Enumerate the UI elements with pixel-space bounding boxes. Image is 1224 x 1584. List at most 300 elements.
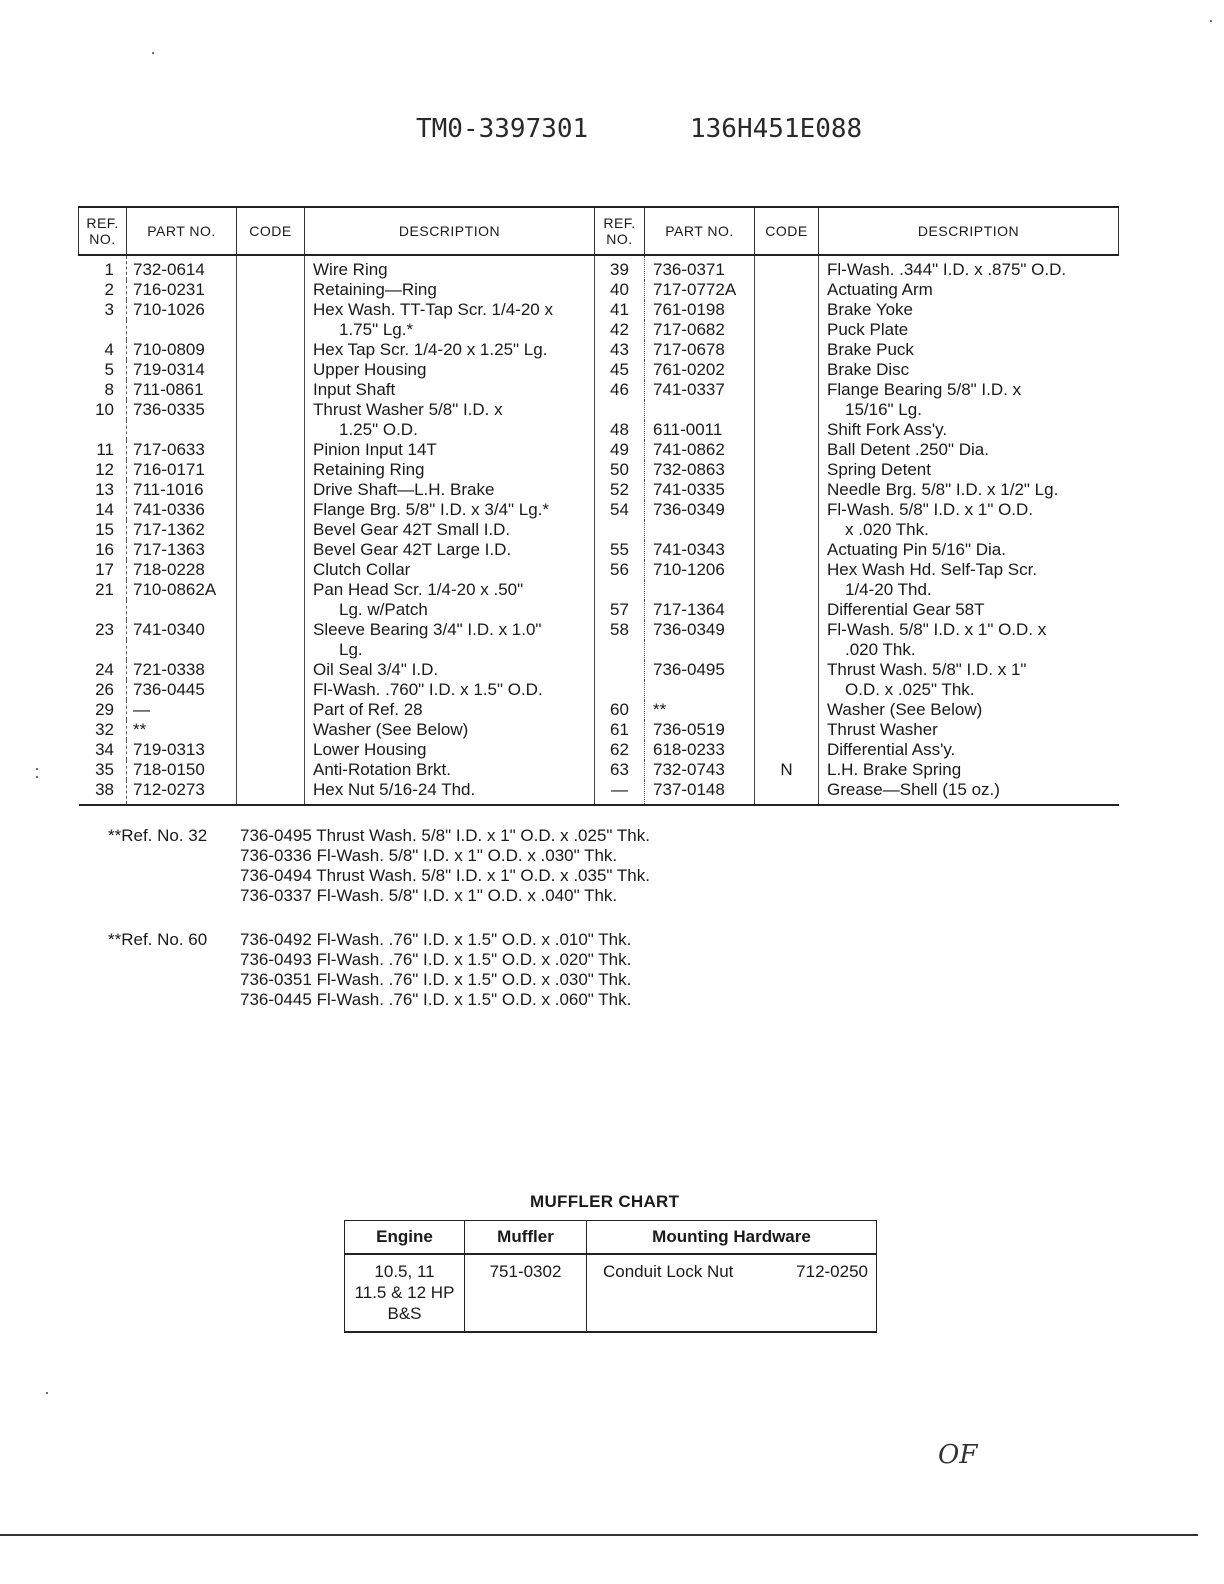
description-text: 1/4-20 Thd. xyxy=(845,580,932,599)
scan-speck xyxy=(46,1392,48,1394)
reference-note-line: 736-0336 Fl-Wash. 5/8" I.D. x 1" O.D. x .030" Thk. xyxy=(240,846,618,865)
right-description-cell xyxy=(819,340,1119,360)
description-text: Needle Brg. 5/8" I.D. x 1/2" Lg. xyxy=(827,480,1059,499)
right-ref-no-cell: 60 xyxy=(595,700,645,720)
header-ref-no-right: REF. NO. xyxy=(595,207,645,255)
right-description-cell xyxy=(819,760,1119,780)
left-ref-no-cell: 35 xyxy=(95,760,114,779)
description-text: x .020 Thk. xyxy=(845,520,929,539)
left-code-cell xyxy=(237,680,305,700)
left-part-no-cell: 711-0861 xyxy=(127,380,237,400)
right-code-cell xyxy=(755,280,819,300)
left-description-cell xyxy=(305,440,595,460)
header-ref-no: REF. NO. xyxy=(79,207,127,255)
scan-speck xyxy=(1210,20,1212,22)
left-ref-no-cell: 4 xyxy=(104,340,114,359)
right-part-no-cell: 717-1364 xyxy=(645,600,755,620)
right-code-cell xyxy=(755,320,819,340)
table-row xyxy=(79,320,1119,340)
description-text: Brake Puck xyxy=(827,340,914,359)
reference-note-line: 736-0351 Fl-Wash. .76" I.D. x 1.5" O.D. x .030" Thk. xyxy=(240,970,632,989)
description-text: Washer (See Below) xyxy=(313,720,469,739)
right-description-cell xyxy=(819,640,1119,660)
right-code-cell xyxy=(755,420,819,440)
right-description-cell xyxy=(819,660,1119,680)
right-description-cell xyxy=(819,420,1119,440)
header-code: CODE xyxy=(237,207,305,255)
left-part-no-cell: 717-1362 xyxy=(127,520,237,540)
description-text: Flange Bearing 5/8" I.D. x xyxy=(827,380,1022,399)
left-ref-no-cell: 16 xyxy=(95,540,114,559)
left-part-no-cell: — xyxy=(127,700,237,720)
description-text: Brake Yoke xyxy=(827,300,914,319)
table-row xyxy=(79,380,1119,400)
right-ref-no-cell: 40 xyxy=(595,280,645,300)
right-description-cell xyxy=(819,460,1119,480)
left-part-no-cell xyxy=(127,320,237,340)
right-part-no-cell: 737-0148 xyxy=(645,780,755,805)
right-ref-no-cell: 45 xyxy=(595,360,645,380)
right-description-cell xyxy=(819,740,1119,760)
left-ref-no-cell xyxy=(79,640,127,660)
left-description-cell xyxy=(305,620,595,640)
left-code-cell xyxy=(237,360,305,380)
right-ref-no-cell: 58 xyxy=(595,620,645,640)
right-part-no-cell: 761-0202 xyxy=(645,360,755,380)
left-ref-no-cell: 10 xyxy=(95,400,114,419)
table-row xyxy=(79,740,1119,760)
serial-code: 136H451E088 xyxy=(690,114,863,144)
left-description-cell xyxy=(305,300,595,320)
left-description-cell xyxy=(305,255,595,280)
table-row xyxy=(79,780,1119,805)
right-part-no-cell: 710-1206 xyxy=(645,560,755,580)
description-text: .020 Thk. xyxy=(845,640,916,659)
right-code-cell xyxy=(755,620,819,640)
right-ref-no-cell xyxy=(595,580,645,600)
left-ref-no-cell: 38 xyxy=(79,780,127,805)
left-part-no-cell: 736-0335 xyxy=(127,400,237,420)
left-code-cell xyxy=(237,500,305,520)
description-text: Hex Nut 5/16-24 Thd. xyxy=(313,780,476,799)
left-part-no-cell: 710-0809 xyxy=(127,340,237,360)
left-description-cell xyxy=(305,460,595,480)
description-text: Spring Detent xyxy=(827,460,931,479)
left-code-cell xyxy=(237,580,305,600)
left-part-no-cell: 716-0231 xyxy=(127,280,237,300)
left-description-cell xyxy=(305,640,595,660)
right-description-cell xyxy=(819,680,1119,700)
header-description: DESCRIPTION xyxy=(305,207,595,255)
right-ref-no-cell: — xyxy=(595,780,645,805)
description-text: Part of Ref. 28 xyxy=(313,700,423,719)
table-row xyxy=(79,400,1119,420)
right-part-no-cell: 717-0772A xyxy=(645,280,755,300)
description-text: Input Shaft xyxy=(313,380,396,399)
right-part-no-cell: ** xyxy=(645,700,755,720)
description-text: Brake Disc xyxy=(827,360,910,379)
right-description-cell xyxy=(819,500,1119,520)
parts-table-body xyxy=(79,255,1119,805)
header-part-no: PART NO. xyxy=(127,207,237,255)
table-row xyxy=(79,560,1119,580)
right-description-cell xyxy=(819,280,1119,300)
left-description-cell xyxy=(305,280,595,300)
left-description-cell xyxy=(305,600,595,620)
right-part-no-cell: 736-0519 xyxy=(645,720,755,740)
left-code-cell xyxy=(237,300,305,320)
left-code-cell xyxy=(237,740,305,760)
right-code-cell: N xyxy=(755,760,819,780)
muffler-header-engine: Engine xyxy=(345,1221,465,1255)
right-part-no-cell: 741-0862 xyxy=(645,440,755,460)
table-row xyxy=(79,620,1119,640)
muffler-engine-cell xyxy=(345,1254,465,1332)
right-part-no-cell xyxy=(645,520,755,540)
parts-table-header xyxy=(79,207,1119,255)
bottom-rule xyxy=(0,1534,1198,1536)
right-code-cell xyxy=(755,580,819,600)
right-code-cell xyxy=(755,520,819,540)
left-ref-no-cell: 12 xyxy=(95,460,114,479)
left-description-cell xyxy=(305,560,595,580)
left-description-cell xyxy=(305,780,595,805)
right-description-cell xyxy=(819,620,1119,640)
description-text: Thrust Washer xyxy=(827,720,938,739)
description-text: Lg. w/Patch xyxy=(339,600,428,619)
left-ref-no-cell xyxy=(79,320,127,340)
table-row xyxy=(79,700,1119,720)
muffler-chart-row xyxy=(345,1254,877,1332)
left-part-no-cell: 717-0633 xyxy=(127,440,237,460)
description-text: Clutch Collar xyxy=(313,560,411,579)
description-text: O.D. x .025" Thk. xyxy=(845,680,975,699)
engine-line: 10.5, 11 xyxy=(374,1262,435,1281)
left-ref-no-cell: 21 xyxy=(95,580,114,599)
reference-note-line: 736-0337 Fl-Wash. 5/8" I.D. x 1" O.D. x .040" Thk. xyxy=(240,886,618,905)
header-part-no-right: PART NO. xyxy=(645,207,755,255)
left-part-no-cell: 741-0340 xyxy=(127,620,237,640)
right-ref-no-cell: 61 xyxy=(595,720,645,740)
right-code-cell xyxy=(755,700,819,720)
right-ref-no-cell: 52 xyxy=(595,480,645,500)
right-description-cell xyxy=(819,560,1119,580)
table-row xyxy=(79,600,1119,620)
left-ref-no-cell xyxy=(79,600,127,620)
right-ref-no-cell: 42 xyxy=(595,320,645,340)
right-ref-no-cell: 41 xyxy=(595,300,645,320)
left-description-cell xyxy=(305,340,595,360)
right-ref-no-cell xyxy=(595,400,645,420)
left-part-no-cell: 712-0273 xyxy=(127,780,237,805)
reference-note-block xyxy=(108,930,631,1010)
right-code-cell xyxy=(755,400,819,420)
left-part-no-cell: ** xyxy=(127,720,237,740)
right-ref-no-cell: 57 xyxy=(595,600,645,620)
left-description-cell xyxy=(305,400,595,420)
right-ref-no-cell xyxy=(595,520,645,540)
right-description-cell xyxy=(819,300,1119,320)
right-description-cell xyxy=(819,700,1119,720)
right-part-no-cell: 717-0678 xyxy=(645,340,755,360)
table-row xyxy=(79,340,1119,360)
left-ref-no-cell: 32 xyxy=(95,720,114,739)
left-part-no-cell: 736-0445 xyxy=(127,680,237,700)
left-code-cell xyxy=(237,760,305,780)
right-part-no-cell: 732-0743 xyxy=(645,760,755,780)
right-description-cell xyxy=(819,480,1119,500)
right-code-cell xyxy=(755,360,819,380)
left-ref-no-cell: 17 xyxy=(95,560,114,579)
handwritten-mark: OF xyxy=(938,1440,978,1470)
left-description-cell xyxy=(305,320,595,340)
table-row xyxy=(79,300,1119,320)
table-row xyxy=(79,480,1119,500)
left-code-cell xyxy=(237,780,305,805)
reference-note-text: 736-0492 Fl-Wash. .76" I.D. x 1.5" O.D. x .010" Thk. xyxy=(240,930,632,949)
right-code-cell xyxy=(755,255,819,280)
right-code-cell xyxy=(755,460,819,480)
left-code-cell xyxy=(237,380,305,400)
left-ref-no-cell: 15 xyxy=(95,520,114,539)
left-description-cell xyxy=(305,380,595,400)
left-code-cell xyxy=(237,280,305,300)
description-text: Differential Gear 58T xyxy=(827,600,985,619)
left-part-no-cell: 732-0614 xyxy=(127,255,237,280)
left-description-cell xyxy=(305,480,595,500)
description-text: Fl-Wash. 5/8" I.D. x 1" O.D. xyxy=(827,500,1034,519)
right-code-cell xyxy=(755,660,819,680)
description-text: Flange Brg. 5/8" I.D. x 3/4" Lg.* xyxy=(313,500,550,519)
right-part-no-cell: 732-0863 xyxy=(645,460,755,480)
description-text: Hex Tap Scr. 1/4-20 x 1.25" Lg. xyxy=(313,340,548,359)
reference-note-line xyxy=(108,930,631,950)
right-description-cell xyxy=(819,360,1119,380)
description-text: Thrust Wash. 5/8" I.D. x 1" xyxy=(827,660,1027,679)
left-description-cell xyxy=(305,500,595,520)
description-text: Sleeve Bearing 3/4" I.D. x 1.0" xyxy=(313,620,542,639)
left-ref-no-cell xyxy=(79,420,127,440)
description-text: Pan Head Scr. 1/4-20 x .50" xyxy=(313,580,524,599)
right-part-no-cell: 741-0337 xyxy=(645,380,755,400)
left-code-cell xyxy=(237,460,305,480)
right-ref-no-cell xyxy=(595,680,645,700)
muffler-chart-table xyxy=(344,1220,877,1333)
left-description-cell xyxy=(305,540,595,560)
muffler-part-cell: 751-0302 xyxy=(465,1254,587,1332)
right-ref-no-cell: 43 xyxy=(595,340,645,360)
description-text: 15/16" Lg. xyxy=(845,400,922,419)
right-code-cell xyxy=(755,500,819,520)
left-part-no-cell: 718-0150 xyxy=(127,760,237,780)
left-ref-no-cell: 5 xyxy=(104,360,114,379)
left-description-cell xyxy=(305,520,595,540)
left-description-cell xyxy=(305,580,595,600)
right-ref-no-cell: 49 xyxy=(595,440,645,460)
engine-line: B&S xyxy=(387,1304,422,1323)
description-text: Bevel Gear 42T Small I.D. xyxy=(313,520,511,539)
right-part-no-cell: 618-0233 xyxy=(645,740,755,760)
left-ref-no-cell: 29 xyxy=(95,700,114,719)
left-code-cell xyxy=(237,480,305,500)
right-code-cell xyxy=(755,680,819,700)
right-ref-no-cell: 55 xyxy=(595,540,645,560)
muffler-chart-title: MUFFLER CHART xyxy=(530,1192,680,1211)
right-description-cell xyxy=(819,380,1119,400)
description-text: Fl-Wash. .344" I.D. x .875" O.D. xyxy=(827,260,1067,279)
left-part-no-cell: 717-1363 xyxy=(127,540,237,560)
description-text: Fl-Wash. .760" I.D. x 1.5" O.D. xyxy=(313,680,543,699)
description-text: Lg. xyxy=(339,640,363,659)
scan-speck xyxy=(152,52,154,54)
description-text: Anti-Rotation Brkt. xyxy=(313,760,451,779)
left-part-no-cell: 710-1026 xyxy=(127,300,237,320)
left-part-no-cell: 721-0338 xyxy=(127,660,237,680)
left-code-cell xyxy=(237,560,305,580)
right-description-cell xyxy=(819,600,1119,620)
left-code-cell xyxy=(237,320,305,340)
left-description-cell xyxy=(305,420,595,440)
left-ref-no-cell: 3 xyxy=(104,300,114,319)
reference-note-label: **Ref. No. 32 xyxy=(108,826,208,845)
right-ref-no-cell: 39 xyxy=(595,255,645,280)
left-code-cell xyxy=(237,340,305,360)
left-description-cell xyxy=(305,700,595,720)
description-text: 1.75" Lg.* xyxy=(339,320,414,339)
description-text: Puck Plate xyxy=(827,320,909,339)
reference-note-text: 736-0495 Thrust Wash. 5/8" I.D. x 1" O.D. x .025" Thk. xyxy=(240,826,650,845)
description-text: Ball Detent .250" Dia. xyxy=(827,440,989,459)
table-row xyxy=(79,660,1119,680)
header-description-right: DESCRIPTION xyxy=(819,207,1119,255)
right-description-cell xyxy=(819,720,1119,740)
table-row xyxy=(79,440,1119,460)
left-code-cell xyxy=(237,620,305,640)
left-ref-no-cell: 24 xyxy=(95,660,114,679)
right-ref-no-cell: 56 xyxy=(595,560,645,580)
reference-note-line: 736-0493 Fl-Wash. .76" I.D. x 1.5" O.D. x .020" Thk. xyxy=(240,950,632,969)
left-ref-no-cell: 13 xyxy=(95,480,114,499)
left-part-no-cell: 719-0313 xyxy=(127,740,237,760)
table-row xyxy=(79,360,1119,380)
left-ref-no-cell: 2 xyxy=(104,280,114,299)
left-part-no-cell: 718-0228 xyxy=(127,560,237,580)
left-description-cell xyxy=(305,720,595,740)
reference-note-block xyxy=(108,826,650,906)
left-description-cell xyxy=(305,680,595,700)
description-text: Retaining—Ring xyxy=(313,280,437,299)
hardware-name: Conduit Lock Nut xyxy=(603,1262,734,1281)
table-row xyxy=(79,255,1119,280)
right-code-cell xyxy=(755,440,819,460)
right-code-cell xyxy=(755,640,819,660)
right-part-no-cell: 761-0198 xyxy=(645,300,755,320)
left-code-cell xyxy=(237,255,305,280)
model-code: TM0-3397301 xyxy=(416,114,589,144)
right-code-cell xyxy=(755,340,819,360)
description-text: Bevel Gear 42T Large I.D. xyxy=(313,540,512,559)
description-text: Thrust Washer 5/8" I.D. x xyxy=(313,400,503,419)
left-part-no-cell xyxy=(127,420,237,440)
reference-note-label: **Ref. No. 60 xyxy=(108,930,208,949)
description-text: Actuating Pin 5/16" Dia. xyxy=(827,540,1006,559)
reference-note-line xyxy=(108,826,650,846)
right-description-cell xyxy=(819,540,1119,560)
left-ref-no-cell: 34 xyxy=(95,740,114,759)
description-text: Upper Housing xyxy=(313,360,427,379)
table-row xyxy=(79,280,1119,300)
muffler-header-mounting-hardware: Mounting Hardware xyxy=(587,1221,877,1255)
scan-speck xyxy=(36,776,38,778)
left-description-cell xyxy=(305,740,595,760)
left-part-no-cell: 710-0862A xyxy=(127,580,237,600)
right-code-cell xyxy=(755,720,819,740)
left-part-no-cell: 711-1016 xyxy=(127,480,237,500)
right-part-no-cell: 741-0343 xyxy=(645,540,755,560)
right-ref-no-cell: 63 xyxy=(595,760,645,780)
right-part-no-cell: 736-0371 xyxy=(645,255,755,280)
right-description-cell xyxy=(819,255,1119,280)
right-ref-no-cell xyxy=(595,640,645,660)
description-text: Retaining Ring xyxy=(313,460,425,479)
description-text: Differential Ass'y. xyxy=(827,740,956,759)
description-text: Wire Ring xyxy=(313,260,388,279)
left-code-cell xyxy=(237,720,305,740)
table-row xyxy=(79,540,1119,560)
right-part-no-cell: 741-0335 xyxy=(645,480,755,500)
header-code-right: CODE xyxy=(755,207,819,255)
left-description-cell xyxy=(305,360,595,380)
right-code-cell xyxy=(755,480,819,500)
right-ref-no-cell: 54 xyxy=(595,500,645,520)
table-row xyxy=(79,720,1119,740)
right-ref-no-cell: 62 xyxy=(595,740,645,760)
description-text: Drive Shaft—L.H. Brake xyxy=(313,480,495,499)
right-description-cell xyxy=(819,780,1119,805)
left-code-cell xyxy=(237,700,305,720)
right-part-no-cell xyxy=(645,640,755,660)
right-part-no-cell: 736-0349 xyxy=(645,620,755,640)
muffler-hardware-cell xyxy=(587,1254,877,1332)
right-code-cell xyxy=(755,740,819,760)
right-code-cell xyxy=(755,380,819,400)
table-row xyxy=(79,580,1119,600)
right-description-cell xyxy=(819,400,1119,420)
left-description-cell xyxy=(305,660,595,680)
right-part-no-cell: 717-0682 xyxy=(645,320,755,340)
left-part-no-cell xyxy=(127,640,237,660)
left-description-cell xyxy=(305,760,595,780)
left-code-cell xyxy=(237,540,305,560)
reference-note-line: 736-0445 Fl-Wash. .76" I.D. x 1.5" O.D. x .060" Thk. xyxy=(240,990,632,1009)
right-code-cell xyxy=(755,560,819,580)
left-ref-no-cell: 11 xyxy=(96,440,114,459)
description-text: Hex Wash. TT-Tap Scr. 1/4-20 x xyxy=(313,300,553,319)
muffler-header-muffler: Muffler xyxy=(465,1221,587,1255)
left-part-no-cell: 719-0314 xyxy=(127,360,237,380)
description-text: Washer (See Below) xyxy=(827,700,983,719)
left-part-no-cell xyxy=(127,600,237,620)
right-ref-no-cell: 48 xyxy=(595,420,645,440)
right-ref-no-cell xyxy=(595,660,645,680)
description-text: Actuating Arm xyxy=(827,280,933,299)
description-text: Grease—Shell (15 oz.) xyxy=(827,780,1000,799)
right-part-no-cell: 611-0011 xyxy=(645,420,755,440)
right-code-cell xyxy=(755,300,819,320)
right-part-no-cell xyxy=(645,580,755,600)
right-part-no-cell: 736-0349 xyxy=(645,500,755,520)
table-row xyxy=(79,500,1119,520)
